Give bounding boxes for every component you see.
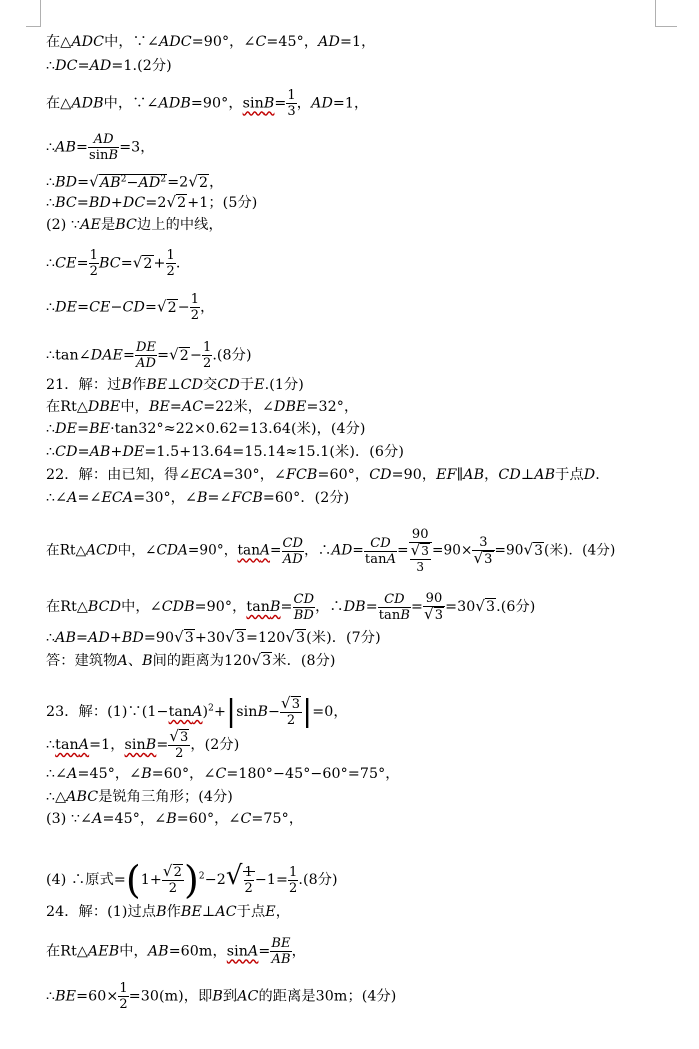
solution-line: 21．解：过B作BE⊥CD交CD于E.(1分) (46, 377, 304, 393)
solution-line: 在Rt△BCD中，∠CDB=90°，tanB= $\frac{CD}{BD}$ ，∴DB= $\frac{CD}{\tan B}$ = $\frac{90}{√3}$ =30√3.(6分) (46, 591, 536, 623)
solution-line: ∴CE= $\frac{1}{2}$ BC=√2+ $\frac{1}{2}$ . (46, 248, 181, 279)
solution-line: 在△ADB中，∵∠ADB=90°，sinB= $\frac{1}{3}$ ，AD=1， (46, 88, 369, 119)
solution-line: ∴DE=CE−CD=√2− $\frac{1}{2}$ ， (46, 292, 215, 323)
solution-line: 答：建筑物A、B间的距离为120√3米．(8分) (46, 651, 336, 669)
solution-line: ∴CD=AB+DE=1.5+13.64=15.14≈15.1(米)．(6分) (46, 444, 404, 460)
solution-line: 在Rt△DBE中，BE=AC=22米，∠DBE=32°， (46, 399, 359, 415)
solution-line: 23．解：$(1)\because(1-\tan A)^2+|\sin B-$ $\frac{√3}{2}$ |=0， (46, 694, 348, 729)
solution-line: (3) ∵∠A=45°，∠B=60°，∠C=75°， (46, 811, 304, 827)
margin-corner-top-right (655, 0, 656, 26)
solution-line: 在△ADC中，∵∠ADC=90°，∠C=45°，AD=1， (46, 34, 376, 50)
margin-corner-top-right-h (655, 26, 677, 27)
solution-line: (2) ∵AE是BC边上的中线， (46, 217, 223, 233)
solution-line: ∴BC=BD+DC=2√2+1；(5分) (46, 193, 258, 211)
solution-line: $\therefore BD=√AB^2-AD^2=2√2$， (46, 172, 224, 191)
margin-corner-top-left-h (26, 26, 41, 27)
solution-line: ∴DE=BE·tan32°≈22×0.62=13.64(米)，(4分) (46, 421, 366, 437)
solution-line: ∴AB= $\frac{AD}{\sin B}$ =3， (46, 132, 155, 163)
solution-line: ∴∠A=45°，∠B=60°，∠C=180°−45°−60°=75°， (46, 766, 400, 782)
solution-line: 在Rt△AEB中，AB=60m，sinA= $\frac{BE}{AB}$ ， (46, 936, 306, 967)
solution-line: ∴DC=AD=1.(2分) (46, 58, 172, 74)
solution-line: 在Rt△ACD中，∠CDA=90°，tanA= $\frac{CD}{AD}$ ，∴AD= $\frac{CD}{\tan A}$ = $\frac{90}{\frac{√3}{3}}$ =90× $\frac{3}{√3}$ =90√3(米)．(4分) (46, 527, 616, 574)
solution-line: ∴tan∠DAE= $\frac{DE}{AD}$ =√2− $\frac{1}{2}$ .(8分) (46, 340, 252, 371)
solution-line: 22．解：由已知，得∠ECA=30°，∠FCB=60°，CD=90，EF∥AB，CD⊥AB于点D. (46, 467, 600, 483)
solution-line: ∴BE=60× $\frac{1}{2}$ =30(m)，即B到AC的距离是30m；(4分) (46, 981, 397, 1012)
solution-line: ∴tanA=1，sinB= $\frac{√3}{2}$ ，(2分) (46, 727, 240, 761)
solution-line: ∴∠A=∠ECA=30°，∠B=∠FCB=60°．(2分) (46, 490, 350, 506)
solution-line: (4) ∴原式=(1+ $\frac{√2}{2}$ )$^2$−2√ $\frac{1}{2}$ −1= $\frac{1}{2}$ .(8分) (46, 858, 338, 902)
margin-corner-top-left (40, 0, 41, 26)
solution-line: ∴AB=AD+BD=90√3+30√3=120√3(米)．(7分) (46, 628, 381, 646)
solution-line: 24．解：(1)过点B作BE⊥AC于点E， (46, 904, 291, 920)
solution-line: ∴△ABC是锐角三角形；(4分) (46, 789, 233, 805)
